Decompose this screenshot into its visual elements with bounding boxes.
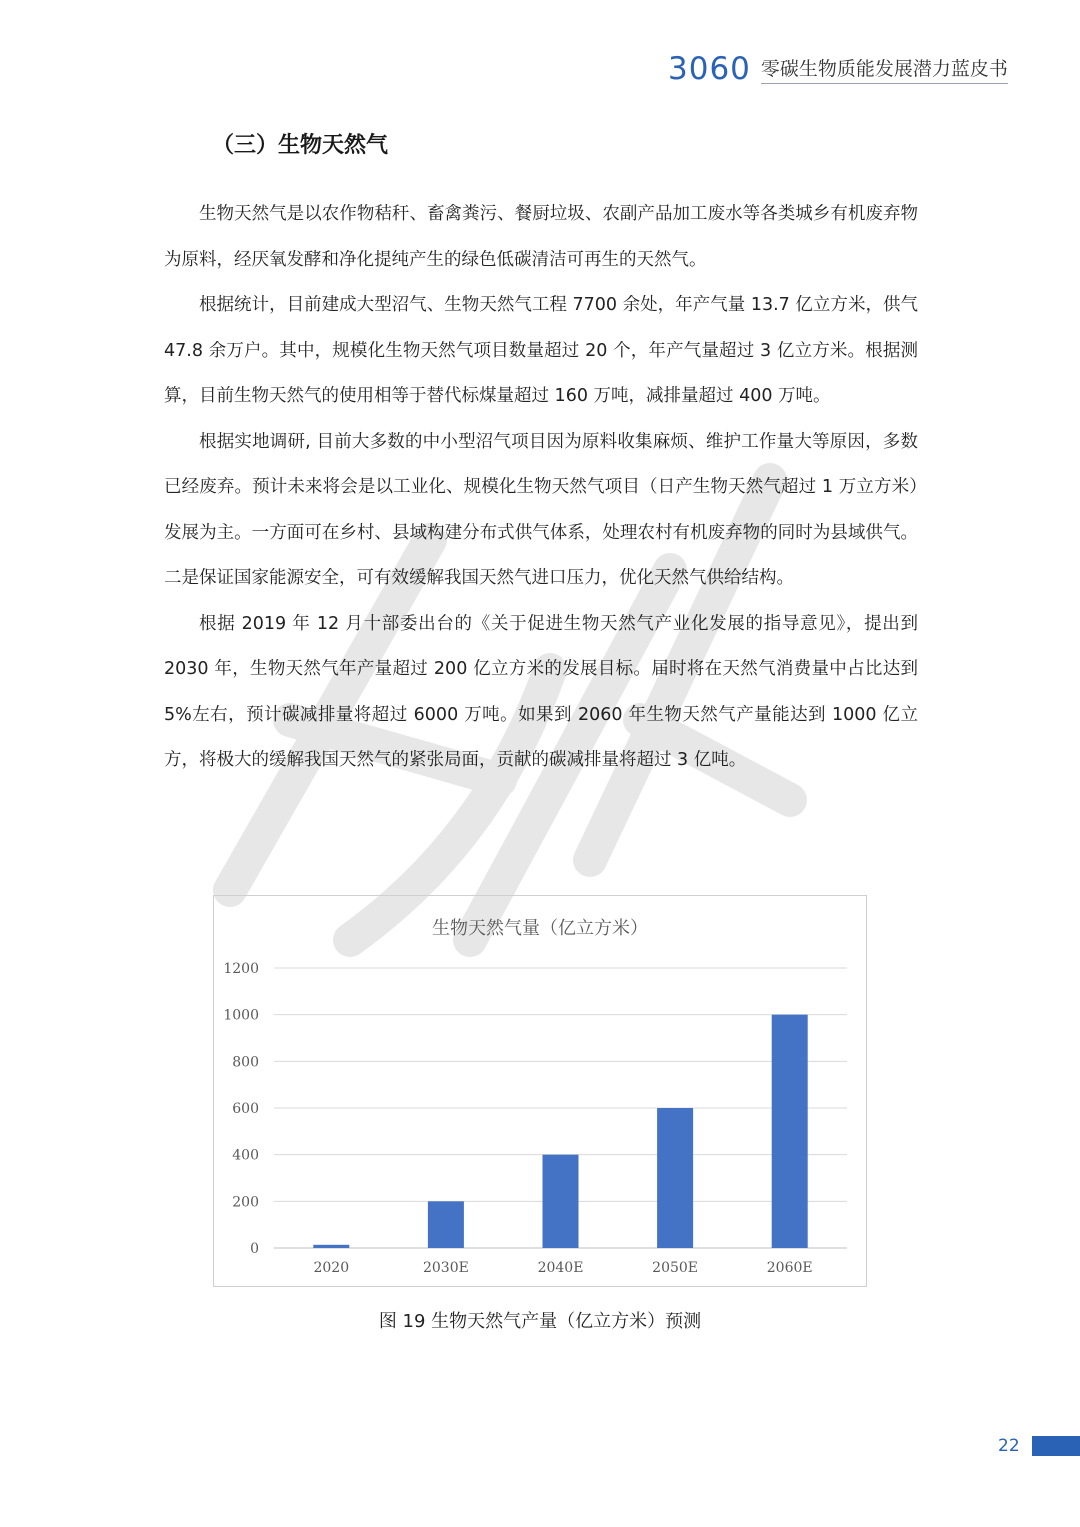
page-number-bar: [1032, 1436, 1080, 1456]
paragraph: 根据实地调研, 目前大多数的中小型沼气项目因为原料收集麻烦、维护工作量大等原因，多数已经废弃。预计未来将会是以工业化、规模化生物天然气项目（日产生物天然气超过 1 万立方米）发展为主。一方面可在乡村、县域构建分布式供气体系，处理农村有机废弃物的同时为县域供气。二是保证国家能源安全，可有效缓解我国天然气进口压力，优化天然气供给结构。: [164, 431, 918, 588]
y-tick-label: 1200: [223, 961, 259, 977]
paragraph: 生物天然气是以农作物秸秆、畜禽粪污、餐厨垃圾、农副产品加工废水等各类城乡有机废弃物为原料，经厌氧发酵和净化提纯产生的绿色低碳清洁可再生的天然气。: [164, 204, 918, 270]
bar: [543, 1155, 579, 1248]
bar: [657, 1108, 693, 1248]
y-tick-label: 400: [232, 1147, 259, 1164]
y-tick-label: 0: [250, 1241, 259, 1257]
paragraph: 根据 2019 年 12 月十部委出台的《关于促进生物天然气产业化发展的指导意见》，提出到 2030 年，生物天然气年产量超过 200 亿立方米的发展目标。届时将在天然气消费量中占比达到 5%左右，预计碳减排量将超过 6000 万吨。如果到 2060 年生物天然气产量能达到 1000 亿立方，将极大的缓解我国天然气的紧张局面，贡献的碳减排量将超过 3 亿吨。: [164, 613, 918, 770]
section-heading: （三）生物天然气: [212, 133, 389, 158]
bar: [772, 1015, 808, 1248]
page-number: 22: [998, 1436, 1020, 1456]
x-tick-label: 2020: [313, 1260, 350, 1276]
chart-title: 生物天然气量（亿立方米）: [432, 918, 648, 939]
bar-chart: [213, 895, 867, 1287]
y-tick-label: 800: [232, 1054, 259, 1071]
brand-title: 零碳生物质能发展潜力蓝皮书: [761, 54, 1008, 84]
body-text: [164, 192, 918, 784]
brand-number: 3060: [668, 51, 751, 87]
x-tick-label: 2030E: [422, 1260, 469, 1276]
paragraph: 根据统计，目前建成大型沼气、生物天然气工程 7700 余处，年产气量 13.7 亿立方米，供气 47.8 余万户。其中，规模化生物天然气项目数量超过 20 个，年产气量超过 3 亿立方米。根据测算，目前生物天然气的使用相等于替代标煤量超过 160 万吨，减排量超过 400 万吨。: [164, 295, 918, 406]
y-tick-label: 1000: [223, 1007, 259, 1024]
x-tick-label: 2060E: [766, 1260, 813, 1276]
y-tick-label: 200: [232, 1194, 259, 1211]
x-tick-label: 2050E: [652, 1260, 699, 1276]
x-tick-label: 2040E: [537, 1260, 584, 1276]
bar: [428, 1201, 464, 1248]
y-tick-label: 600: [232, 1101, 259, 1117]
header-brand: [668, 52, 1008, 86]
bar: [313, 1245, 349, 1248]
figure-caption: 图 19 生物天然气产量（亿立方米）预测: [378, 1311, 702, 1332]
chart-plot: [214, 896, 866, 1286]
